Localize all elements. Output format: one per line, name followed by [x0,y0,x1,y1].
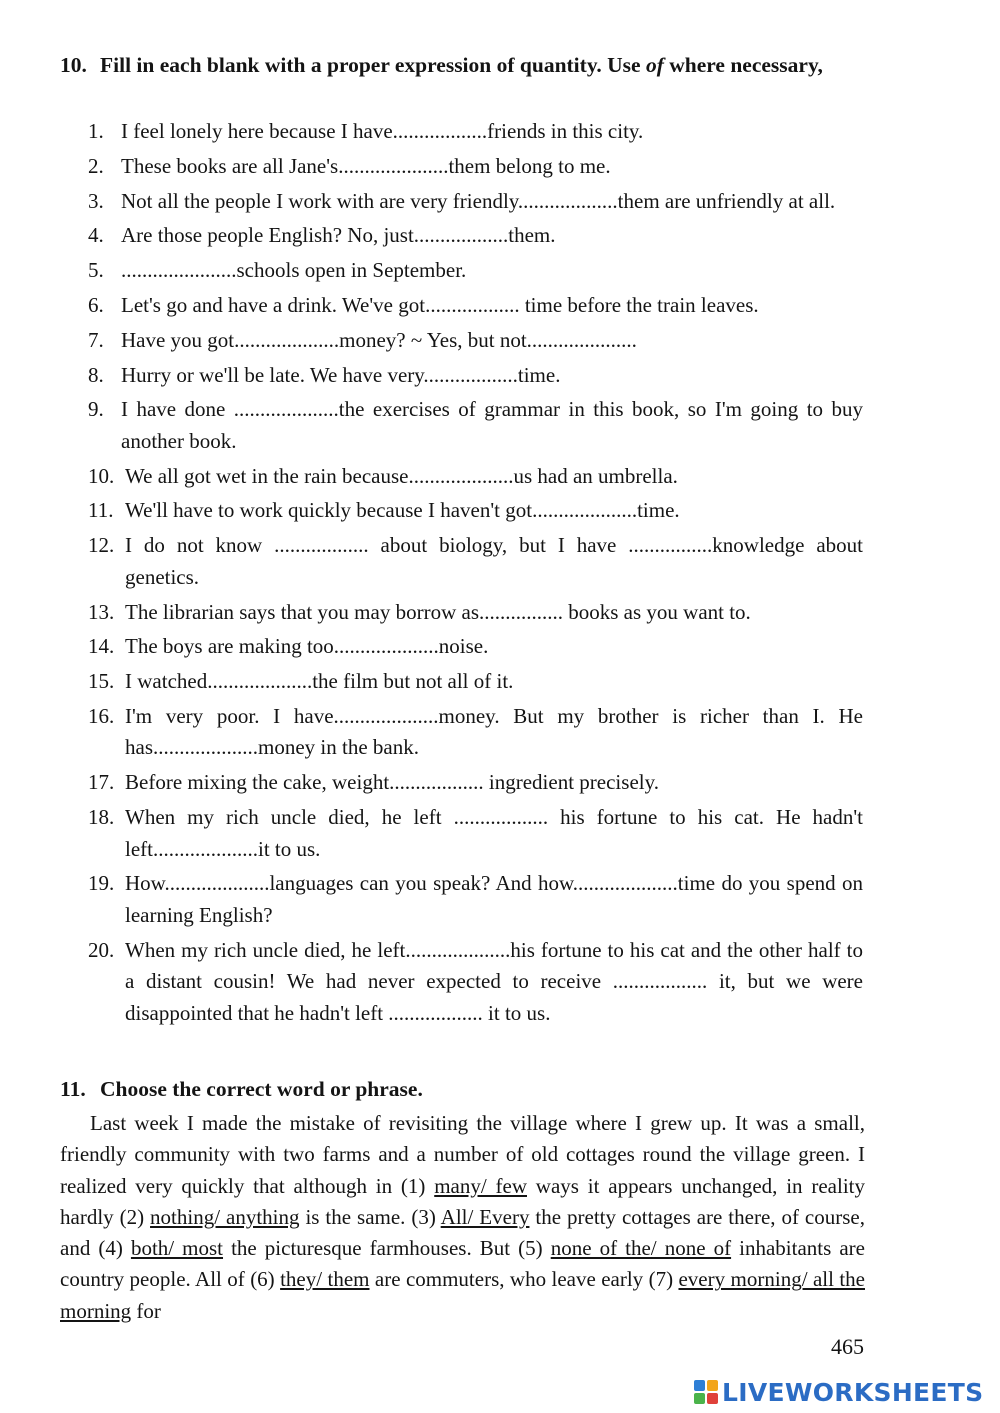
exercise-item [88,868,863,931]
exercise-item [88,290,863,322]
exercise-item [88,631,863,663]
item-number: 5. [88,258,104,283]
section-10-heading [60,50,865,81]
choice-7[interactable]: every morning/ all the morning [60,1267,865,1323]
liveworksheets-wordmark: LIVEWORKSHEETS [722,1377,984,1407]
exercise-item [88,220,863,252]
exercise-item [88,186,863,218]
item-text: When my rich uncle died, he left .................. his fortune to his cat. He hadn't left....................it to us. [125,805,863,861]
item-number: 4. [88,223,104,248]
section-10-title: Fill in each blank with a proper expression of quantity. Use of where necessary, [100,53,823,77]
section-10-number: 10. [60,53,87,77]
item-text: We all got wet in the rain because....................us had an umbrella. [125,463,678,488]
liveworksheets-logo[interactable] [694,1376,983,1408]
choice-2[interactable]: nothing/ anything [150,1204,300,1229]
section-11-title: Choose the correct word or phrase. [100,1077,423,1101]
item-number: 13. [88,599,115,624]
section-11-number: 11. [60,1077,86,1101]
section-11-heading [60,1074,865,1105]
exercise-item [88,255,863,287]
exercise-item [88,935,863,1030]
item-number: 17. [88,770,115,795]
page-number: 465 [831,1334,864,1359]
exercise-item [88,666,863,698]
exercise-item [88,461,863,493]
exercise-item [88,701,863,764]
item-number: 18. [88,805,115,830]
exercise-item [88,530,863,593]
item-text: I feel lonely here because I have..................friends in this city. [121,119,644,143]
exercise-item [88,802,863,865]
item-number: 12. [88,533,115,558]
exercise-item [88,767,863,799]
item-text: I watched....................the film but not all of it. [125,669,514,694]
choice-3[interactable]: All/ Every [440,1204,530,1229]
item-number: 20. [88,937,115,962]
item-number: 3. [88,188,104,213]
item-text: The librarian says that you may borrow as................ books as you want to. [125,599,751,624]
item-text: I do not know .................. about biology, but I have ................knowledge about genetics. [125,533,863,589]
item-number: 11. [88,498,114,523]
item-text: Hurry or we'll be late. We have very..................time. [121,362,561,387]
item-text: Before mixing the cake, weight.................. ingredient precisely. [125,770,659,795]
item-number: 6. [88,292,104,317]
item-number: 10. [88,463,115,488]
item-text: Let's go and have a drink. We've got.................. time before the train leaves. [121,292,759,317]
item-number: 16. [88,703,115,728]
item-number: 15. [88,669,115,694]
exercise-item [88,394,863,457]
exercise-item [88,325,863,357]
choice-6[interactable]: they/ them [280,1267,370,1292]
item-number: 8. [88,362,104,387]
item-text: ......................schools open in September. [121,258,467,283]
exercise-items [88,116,863,1032]
item-text: I'm very poor. I have....................money. But my brother is richer than I. He has....................money in the bank. [125,703,863,760]
item-text: Not all the people I work with are very friendly...................them are unfriendly at all. [121,188,836,213]
item-number: 2. [88,153,104,178]
item-number: 7. [88,327,104,352]
item-number: 19. [88,871,115,896]
passage: Last week I made the mistake of revisiting the village where I grew up. It was a small, friendly community with two farms and a number of old cottages round the village green. I realized very quickly that although in (1) many/ few ways it appears unchanged, in reality hardly (2) nothing/ anything is the same. (3) All/ Every the pretty cottages are there, of course, and (4) both/ most the picturesque farmhouses. But (5) none of the/ none of inhabitants are country people. All of (6) they/ them are commuters, who leave early (7) every morning/ all the morning for [60,1111,865,1323]
exercise-item [88,597,863,629]
item-number: 14. [88,634,115,659]
item-text: I have done ....................the exercises of grammar in this book, so I'm going to buy another book. [121,397,863,453]
liveworksheets-icon [694,1380,718,1404]
exercise-item [88,116,863,148]
item-text: How....................languages can you speak? And how....................time do you spend on learning English? [125,871,863,927]
item-text: Are those people English? No, just..................them. [121,223,556,248]
exercise-item [88,360,863,392]
exercise-item [88,151,863,183]
item-number: 1. [88,119,104,143]
item-text: We'll have to work quickly because I haven't got....................time. [125,498,680,523]
choice-5[interactable]: none of the/ none of [550,1236,732,1261]
choice-4[interactable]: both/ most [130,1236,224,1261]
exercise-item [88,495,863,527]
item-text: These books are all Jane's.....................them belong to me. [121,153,611,178]
item-number: 9. [88,397,104,422]
item-text: The boys are making too....................noise. [125,634,489,659]
choice-1[interactable]: many/ few [434,1173,527,1198]
item-text: When my rich uncle died, he left....................his fortune to his cat and the other half to a distant cousin! We had never expected to receive .................. it, but we were disappointed that he hadn't left .................. it to us. [125,937,863,1025]
item-text: Have you got....................money? ~ Yes, but not..................... [121,327,637,352]
